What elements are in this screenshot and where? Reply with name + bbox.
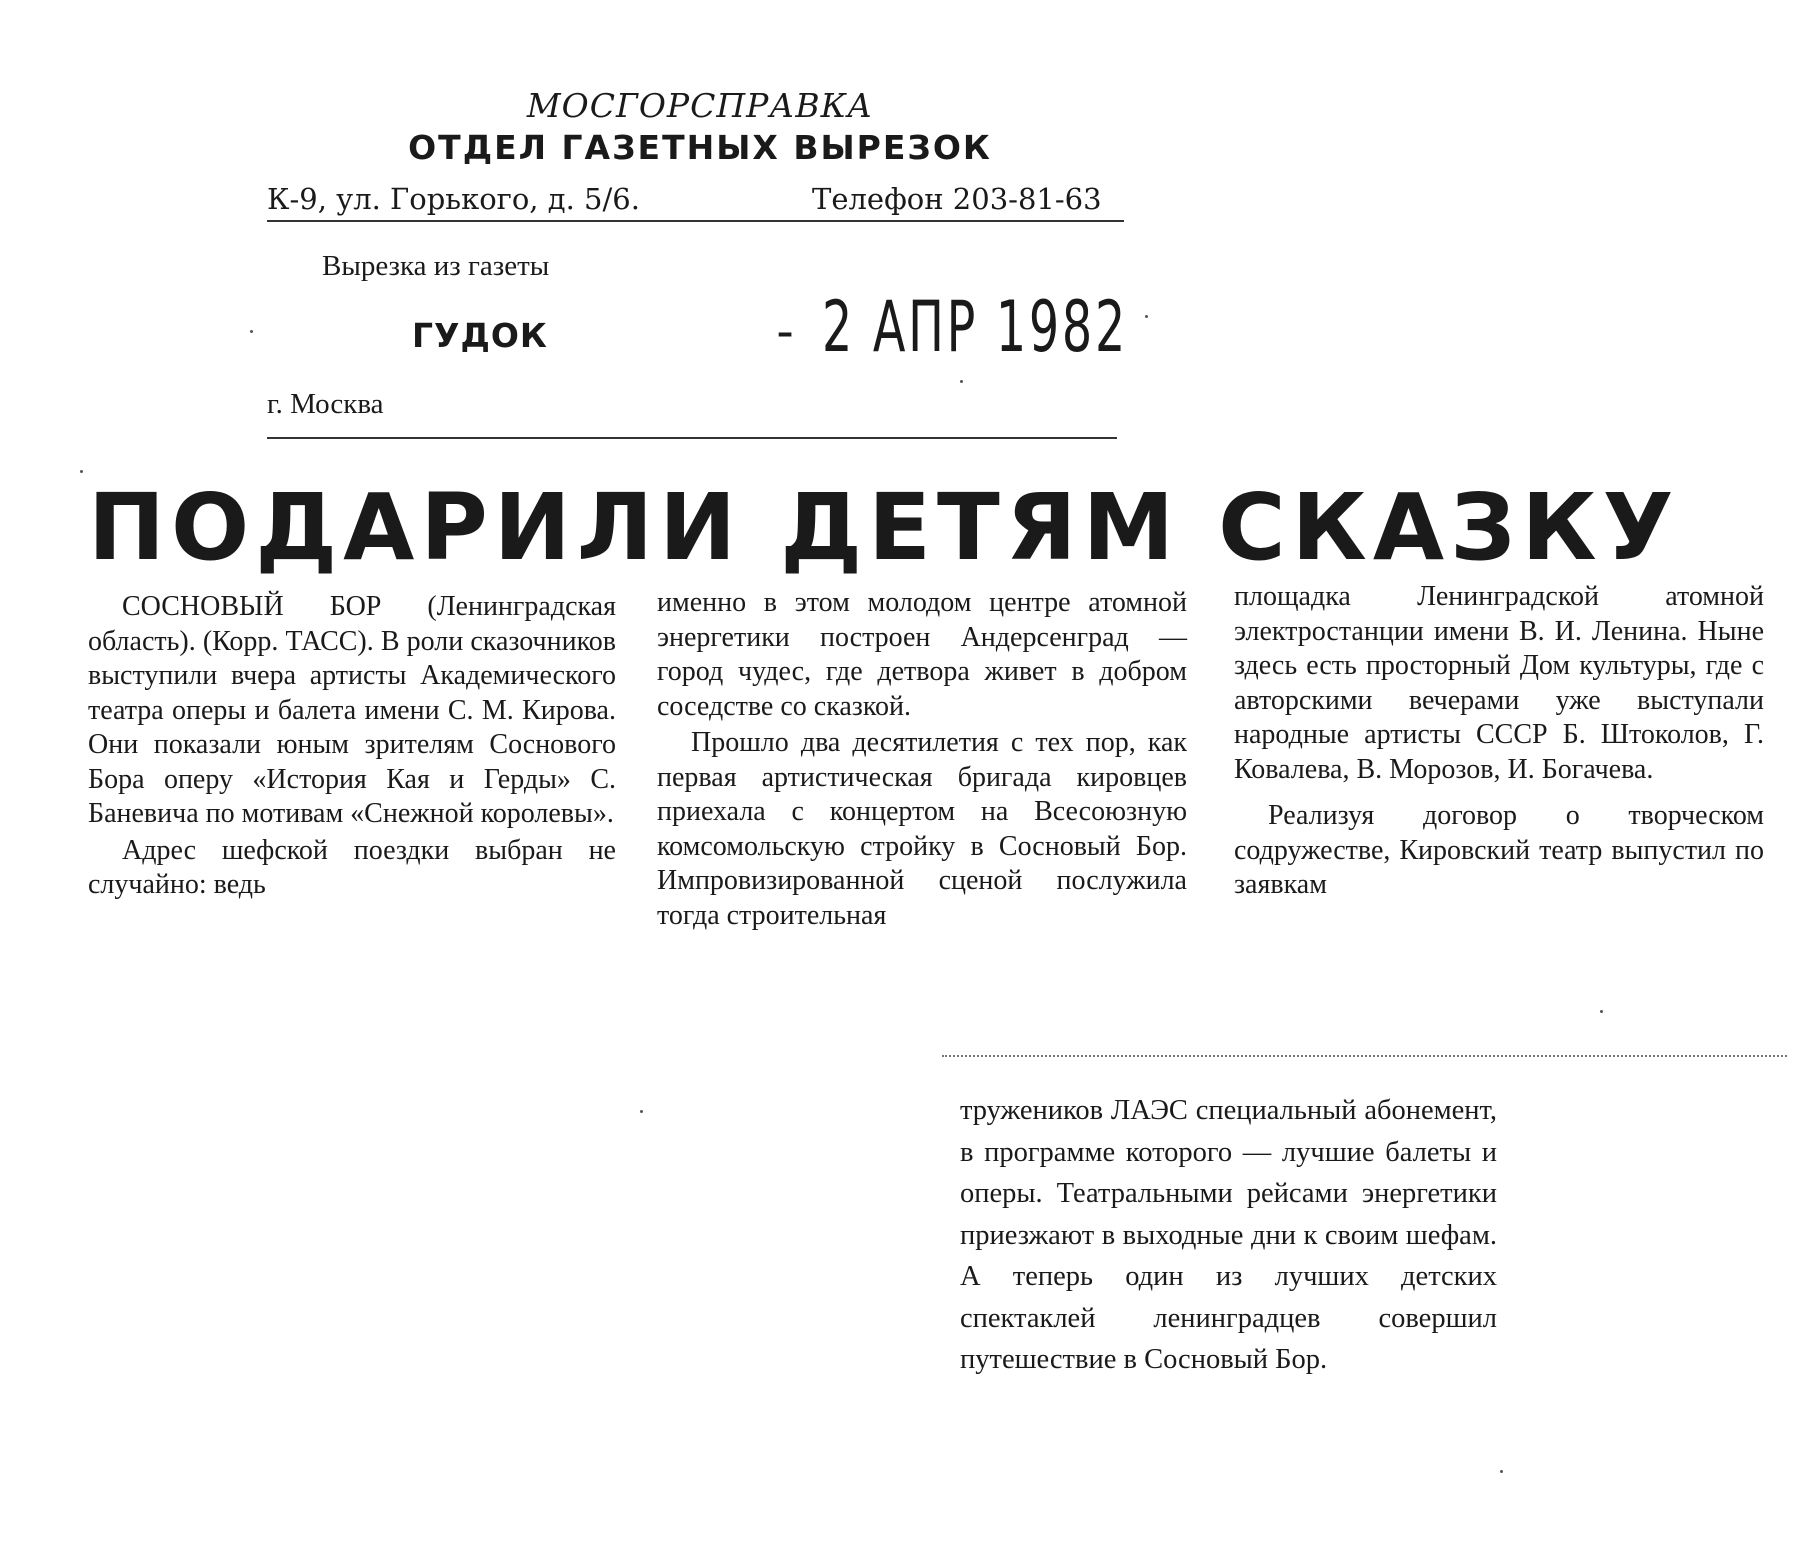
- stamp-divider-top: [267, 220, 1124, 222]
- scan-speck: [1500, 1470, 1503, 1473]
- date-stamp: 2 АПР 1982: [822, 286, 1128, 368]
- paragraph: тружеников ЛАЭС специальный абонемент, в программе которого — лучшие балеты и оперы. Театральными рейсами энергетики приезжают в выходные дни к своим шефам. А теперь один из лучших детских спектаклей ленинградцев совершил путешествие в Сосновый Бор.: [960, 1095, 1497, 1375]
- article-column-3: [1234, 580, 1764, 903]
- paragraph: Реализуя договор о творческом содружестве, Кировский театр выпустил по заявкам: [1234, 800, 1764, 900]
- clipping-label: Вырезка из газеты: [322, 250, 550, 282]
- stamp-address: К-9, ул. Горького, д. 5/6.: [267, 182, 640, 216]
- paragraph: Адрес шефской поездки выбран не случайно: ведь: [88, 834, 616, 900]
- scan-speck: [80, 470, 83, 473]
- scan-speck: [1145, 315, 1148, 318]
- article-column-2: [657, 586, 1187, 933]
- scan-speck: [250, 330, 253, 333]
- scan-speck: [640, 1110, 643, 1113]
- clipping-cut-line: [942, 1055, 1787, 1057]
- date-dash: -: [770, 302, 801, 360]
- paragraph: СОСНОВЫЙ БОР (Ленинградская область). (Корр. ТАСС). В роли сказочников выступили вчера артисты Академического театра оперы и балета имени С. М. Кирова. Они показали юным зрителям Соснового Бора оперу «История Кая и Герды» С. Баневича по мотивам «Снежной королевы».: [88, 591, 616, 829]
- stamp-phone: Телефон 203-81-63: [812, 182, 1102, 216]
- stamp-divider-bottom: [267, 437, 1117, 439]
- stamp-department: ОТДЕЛ ГАЗЕТНЫХ ВЫРЕЗОК: [408, 128, 992, 167]
- paragraph: площадка Ленинградской атомной электростанции имени В. И. Ленина. Ныне здесь есть просторный Дом культуры, где с авторскими вечерами уже выступали народные артисты СССР Б. Штоколов, Г. Ковалева, В. Морозов, И. Богачева.: [1234, 581, 1764, 785]
- article-column-4: [960, 1090, 1497, 1381]
- stamp-org: МОСГОРСПРАВКА: [526, 86, 874, 125]
- city: г. Москва: [267, 388, 384, 420]
- scan-speck: [1600, 1010, 1603, 1013]
- newspaper-name: ГУДОК: [412, 316, 548, 355]
- paragraph: именно в этом молодом центре атомной энергетики построен Андерсенград — город чудес, где детвора живет в добром соседстве со сказкой.: [657, 587, 1187, 722]
- article-headline: ПОДАРИЛИ ДЕТЯМ СКАЗКУ: [88, 474, 1680, 581]
- paragraph: Прошло два десятилетия с тех пор, как первая артистическая бригада кировцев приехала с концертом на Всесоюзную комсомольскую стройку в Сосновый Бор. Импровизированной сценой послужила тогда строительная: [657, 727, 1187, 931]
- article-column-1: [88, 590, 616, 903]
- scan-speck: [960, 380, 963, 383]
